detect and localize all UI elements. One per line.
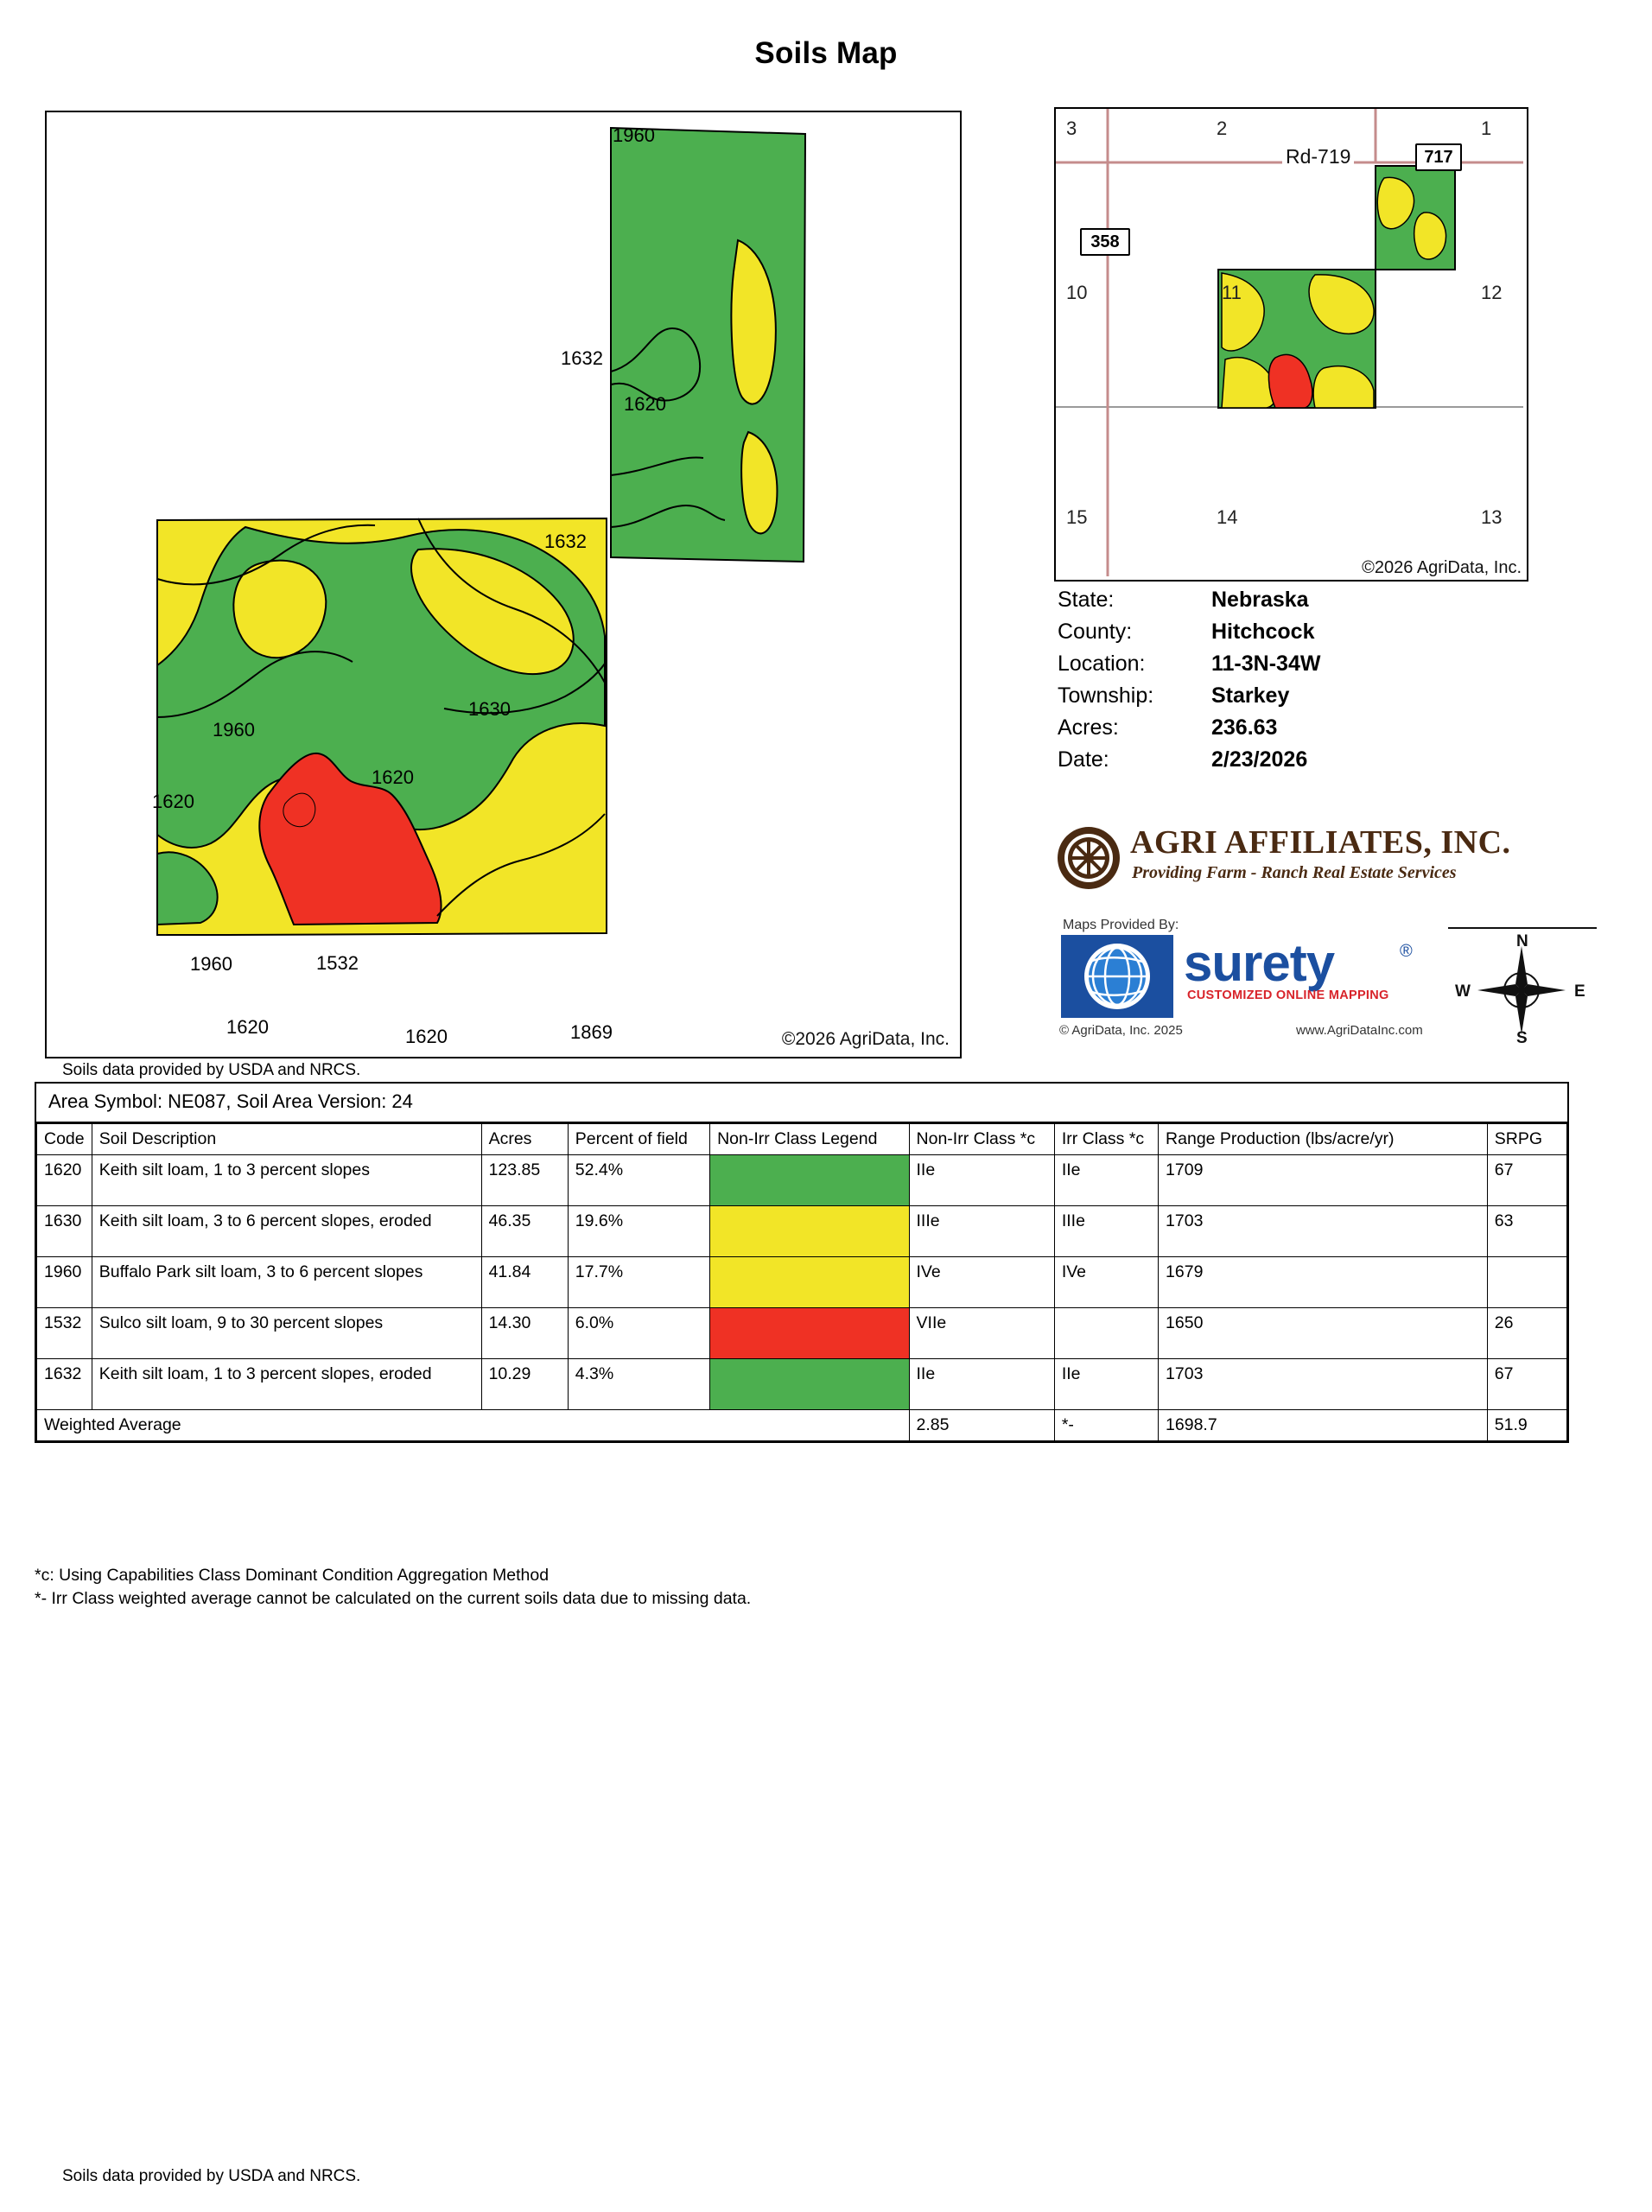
locator-section-number: 13 — [1481, 506, 1503, 528]
map-soil-label: 1620 — [405, 1026, 448, 1047]
cell-code: 1532 — [37, 1308, 92, 1359]
info-value: Hitchcock — [1211, 620, 1315, 644]
map-soil-label: 1960 — [190, 953, 232, 975]
legend-color-swatch — [710, 1206, 908, 1256]
cell-percent: 6.0% — [568, 1308, 709, 1359]
compass-north-label: N — [1516, 932, 1528, 950]
legend-color-swatch — [710, 1308, 908, 1358]
cell-irr-class: IIe — [1054, 1359, 1158, 1410]
info-row-state — [1058, 588, 1541, 620]
parcel-info — [1058, 588, 1541, 779]
surety-logo-block — [1056, 918, 1445, 1056]
soils-source-note: Soils data provided by USDA and NRCS. — [62, 1061, 361, 1079]
cell-description: Buffalo Park silt loam, 3 to 6 percent slopes — [92, 1257, 481, 1308]
info-value: 11-3N-34W — [1211, 652, 1321, 676]
locator-section-number: 1 — [1481, 118, 1492, 139]
info-value: 2/23/2026 — [1211, 747, 1308, 772]
cell-percent: 4.3% — [568, 1359, 709, 1410]
cell-code: 1620 — [37, 1155, 92, 1206]
page-footer-note: Soils data provided by USDA and NRCS. — [62, 2167, 361, 2185]
cell-range-production: 1709 — [1159, 1155, 1488, 1206]
info-key: Date: — [1058, 747, 1109, 772]
locator-section-number: 12 — [1481, 282, 1503, 303]
col-header-legend: Non-Irr Class Legend — [710, 1124, 909, 1155]
info-row-date — [1058, 747, 1541, 779]
info-key: State: — [1058, 588, 1115, 612]
cell-legend — [710, 1257, 909, 1308]
map-soil-label: 1620 — [624, 393, 666, 415]
locator-copyright: ©2026 AgriData, Inc. — [1362, 558, 1522, 577]
cell-srpg — [1487, 1257, 1566, 1308]
footnote-c: *c: Using Capabilities Class Dominant Condition Aggregation Method — [35, 1566, 550, 1585]
compass-icon — [1471, 939, 1573, 1041]
cell-acres: 41.84 — [481, 1257, 568, 1308]
cell-range-production: 1679 — [1159, 1257, 1488, 1308]
soils-map-panel[interactable] — [45, 111, 962, 1058]
col-header-range-production: Range Production (lbs/acre/yr) — [1159, 1124, 1488, 1155]
legend-color-swatch — [710, 1257, 908, 1307]
locator-map-panel[interactable] — [1054, 107, 1528, 582]
col-header-irr-class: Irr Class *c — [1054, 1124, 1158, 1155]
table-header-row — [37, 1124, 1567, 1155]
locator-section-number: 2 — [1217, 118, 1228, 139]
table-row — [37, 1206, 1567, 1257]
cell-legend — [710, 1308, 909, 1359]
locator-section-number: 10 — [1066, 282, 1088, 303]
map-soil-label: 1960 — [213, 719, 255, 741]
col-header-percent: Percent of field — [568, 1124, 709, 1155]
map-soil-label: 1620 — [226, 1016, 269, 1038]
cell-description: Keith silt loam, 1 to 3 percent slopes, eroded — [92, 1359, 481, 1410]
compass-west-label: W — [1455, 982, 1471, 1001]
cell-acres: 14.30 — [481, 1308, 568, 1359]
map-soil-label: 1620 — [372, 766, 414, 788]
globe-icon — [1061, 935, 1173, 1018]
table-row — [37, 1359, 1567, 1410]
map-soil-label: 1620 — [152, 791, 194, 812]
weighted-average-row — [37, 1410, 1567, 1441]
info-row-location — [1058, 652, 1541, 683]
compass-south-label: S — [1516, 1029, 1528, 1047]
cell-range-production: 1650 — [1159, 1308, 1488, 1359]
soils-table-container — [35, 1082, 1569, 1443]
cell-description: Sulco silt loam, 9 to 30 percent slopes — [92, 1308, 481, 1359]
locator-section-number: 11 — [1222, 282, 1242, 303]
cell-acres: 46.35 — [481, 1206, 568, 1257]
agridata-website: www.AgriDataInc.com — [1296, 1023, 1423, 1038]
map-soil-label: 1869 — [570, 1021, 613, 1043]
cell-non-irr-class: IVe — [909, 1257, 1054, 1308]
road-label: Rd-719 — [1282, 145, 1354, 168]
info-key: County: — [1058, 620, 1133, 644]
cell-percent: 52.4% — [568, 1155, 709, 1206]
cell-description: Keith silt loam, 3 to 6 percent slopes, eroded — [92, 1206, 481, 1257]
agri-affiliates-name: AGRI AFFILIATES, INC. — [1130, 824, 1511, 861]
cell-irr-class: IVe — [1054, 1257, 1158, 1308]
legend-color-swatch — [710, 1359, 908, 1409]
locator-section-number: 15 — [1066, 506, 1088, 528]
info-key: Location: — [1058, 652, 1146, 676]
surety-wordmark: surety — [1184, 934, 1335, 992]
weighted-average-srpg: 51.9 — [1487, 1410, 1566, 1441]
weighted-average-irr: *- — [1054, 1410, 1158, 1441]
col-header-non-irr-class: Non-Irr Class *c — [909, 1124, 1054, 1155]
footnote-irr: *- Irr Class weighted average cannot be calculated on the current soils data due to missing data. — [35, 1589, 752, 1608]
info-row-township — [1058, 683, 1541, 715]
cell-non-irr-class: IIe — [909, 1155, 1054, 1206]
col-header-description: Soil Description — [92, 1124, 481, 1155]
table-footnotes — [35, 1564, 751, 1611]
info-row-county — [1058, 620, 1541, 652]
info-value: 236.63 — [1211, 715, 1278, 740]
soil-polygons-svg — [47, 112, 956, 1053]
cell-non-irr-class: VIIe — [909, 1308, 1054, 1359]
cell-acres: 10.29 — [481, 1359, 568, 1410]
map-soil-label: 1960 — [613, 124, 655, 146]
locator-section-number: 3 — [1066, 118, 1077, 139]
cell-description: Keith silt loam, 1 to 3 percent slopes — [92, 1155, 481, 1206]
weighted-average-range: 1698.7 — [1159, 1410, 1488, 1441]
table-row — [37, 1155, 1567, 1206]
area-symbol-header: Area Symbol: NE087, Soil Area Version: 24 — [36, 1084, 1567, 1123]
info-value: Nebraska — [1211, 588, 1309, 612]
col-header-srpg: SRPG — [1487, 1124, 1566, 1155]
cell-srpg: 67 — [1487, 1155, 1566, 1206]
table-row — [37, 1257, 1567, 1308]
col-header-acres: Acres — [481, 1124, 568, 1155]
maps-provided-by-label: Maps Provided By: — [1063, 918, 1179, 932]
agri-affiliates-logo — [1056, 825, 1592, 893]
info-key: Acres: — [1058, 715, 1119, 740]
page-title: Soils Map — [754, 36, 898, 70]
map-soil-label: 1632 — [544, 531, 587, 552]
col-header-code: Code — [37, 1124, 92, 1155]
cell-legend — [710, 1359, 909, 1410]
map-copyright: ©2026 AgriData, Inc. — [781, 1029, 950, 1049]
cell-irr-class: IIIe — [1054, 1206, 1158, 1257]
cell-irr-class — [1054, 1308, 1158, 1359]
info-key: Township: — [1058, 683, 1154, 708]
legend-color-swatch — [710, 1155, 908, 1205]
weighted-average-label: Weighted Average — [37, 1410, 910, 1441]
cell-non-irr-class: IIIe — [909, 1206, 1054, 1257]
cell-code: 1630 — [37, 1206, 92, 1257]
agri-affiliates-tagline: Providing Farm - Ranch Real Estate Services — [1132, 863, 1457, 882]
map-soil-label: 1630 — [468, 698, 511, 720]
highway-marker-358: 358 — [1080, 228, 1130, 256]
cell-code: 1632 — [37, 1359, 92, 1410]
cell-range-production: 1703 — [1159, 1359, 1488, 1410]
cell-code: 1960 — [37, 1257, 92, 1308]
registered-mark-icon: ® — [1400, 942, 1413, 961]
cell-range-production: 1703 — [1159, 1206, 1488, 1257]
locator-section-number: 14 — [1217, 506, 1238, 528]
agridata-copyright: © AgriData, Inc. 2025 — [1059, 1023, 1183, 1038]
compass-east-label: E — [1574, 982, 1585, 1001]
cell-acres: 123.85 — [481, 1155, 568, 1206]
cell-irr-class: IIe — [1054, 1155, 1158, 1206]
cell-legend — [710, 1206, 909, 1257]
divider — [1448, 927, 1597, 929]
north-parcel — [611, 128, 805, 562]
highway-marker-717: 717 — [1415, 143, 1462, 171]
info-value: Starkey — [1211, 683, 1290, 708]
cell-srpg: 67 — [1487, 1359, 1566, 1410]
compass-rose — [1445, 920, 1600, 1050]
soils-table — [36, 1123, 1567, 1441]
surety-subtitle: CUSTOMIZED ONLINE MAPPING — [1187, 988, 1389, 1002]
table-row — [37, 1308, 1567, 1359]
cell-legend — [710, 1155, 909, 1206]
map-soil-label: 1632 — [561, 347, 603, 369]
cell-srpg: 26 — [1487, 1308, 1566, 1359]
info-row-acres — [1058, 715, 1541, 747]
locator-svg — [1056, 109, 1523, 576]
map-soil-label: 1532 — [316, 952, 359, 974]
cell-percent: 19.6% — [568, 1206, 709, 1257]
weighted-average-non-irr: 2.85 — [909, 1410, 1054, 1441]
cell-non-irr-class: IIe — [909, 1359, 1054, 1410]
cell-percent: 17.7% — [568, 1257, 709, 1308]
wagon-wheel-icon — [1056, 825, 1121, 891]
cell-srpg: 63 — [1487, 1206, 1566, 1257]
